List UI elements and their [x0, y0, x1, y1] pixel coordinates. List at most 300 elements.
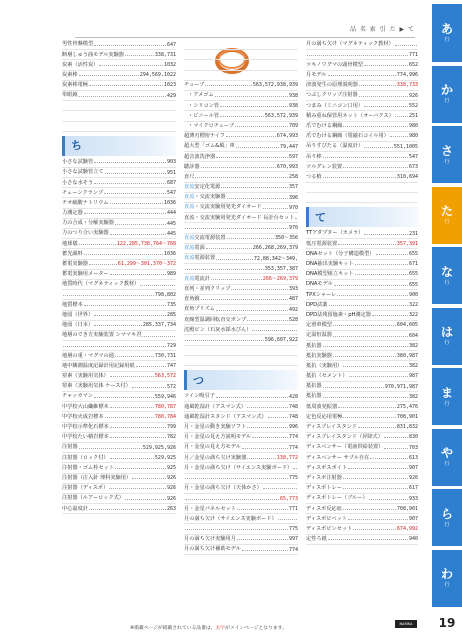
- entry-page: 774,996: [396, 72, 418, 79]
- entry-name: 超薄刃標密ナイフ: [184, 133, 225, 140]
- entry-page: 940: [408, 536, 418, 543]
- entry-name: 直尺: [184, 173, 195, 180]
- index-entry: [306, 514, 418, 524]
- entry-name: 窒素（実験用気体 ケース付）: [62, 383, 131, 390]
- leader-dots: [323, 387, 384, 388]
- index-entry: [306, 162, 418, 172]
- entry-page: 655: [408, 251, 418, 258]
- entry-page: 285: [166, 312, 176, 319]
- entry-page: 900: [408, 291, 418, 298]
- leader-dots: [252, 437, 288, 438]
- tab-1[interactable]: [432, 4, 462, 62]
- entry-name: 抵抗実験器: [306, 352, 332, 359]
- leader-dots: [110, 437, 166, 438]
- entry-name: ディスポピペット: [306, 515, 347, 522]
- index-entry: [62, 280, 176, 290]
- index-entry: [62, 168, 176, 178]
- tab-kana: や: [440, 446, 453, 460]
- entry-name: 月・金星の満ち欠け（サイエンス実験ボード）: [184, 464, 293, 471]
- leader-dots: [384, 448, 408, 449]
- entry-name: 地層のでき方実験装置 シママキ君: [62, 332, 142, 339]
- index-entry: [184, 335, 298, 345]
- index-entry: [306, 474, 418, 484]
- tab-gyo: 行: [444, 582, 450, 588]
- entry-name: 定温恒温器: [306, 332, 332, 339]
- highlight-prefix: 直流: [184, 235, 195, 242]
- leader-dots: [334, 285, 408, 286]
- leader-dots: [115, 468, 166, 469]
- entry-name: 定滑車模型: [306, 322, 332, 329]
- leader-dots: [94, 325, 142, 326]
- entry-page: 445: [166, 230, 176, 237]
- entry-name: 抵抗器: [306, 383, 322, 390]
- publisher-logo: NARIKA: [395, 620, 417, 628]
- entry-name: 中学校示準化石標本: [62, 424, 109, 431]
- index-entry: [306, 60, 418, 70]
- leader-dots: [94, 45, 166, 46]
- leader-dots: [132, 387, 166, 388]
- tab-kana: ま: [440, 385, 453, 400]
- entry-page: 996: [288, 424, 298, 431]
- index-entry: [306, 392, 418, 402]
- index-entry: [306, 270, 418, 280]
- index-entry: [306, 239, 418, 249]
- entry-page: 938: [288, 92, 298, 99]
- entry-name: つぶしクリップ注射器: [306, 92, 358, 99]
- tab-4[interactable]: [432, 186, 462, 244]
- index-entry: [184, 203, 298, 213]
- entry-page: 774: [288, 434, 298, 441]
- entry-page: 980: [408, 133, 418, 140]
- footer-note-a: ※掲載ページが掲載されている品番は、: [130, 626, 216, 631]
- tab-6[interactable]: [432, 307, 462, 365]
- entry-page: 687: [166, 179, 176, 186]
- index-entry: [62, 290, 176, 300]
- index-entry: [184, 392, 298, 402]
- tab-gyo: 行: [444, 158, 450, 165]
- entry-name: 直角鏡: [184, 296, 200, 303]
- index-entry: [184, 474, 298, 484]
- entry-name: 月の満ち欠け実験用月: [184, 536, 236, 543]
- index-entry: [62, 50, 176, 60]
- entry-page: 444: [166, 210, 176, 217]
- leader-dots: [369, 499, 408, 500]
- index-entry: [62, 311, 176, 321]
- entry-name: 直流・交流実験用発光ダイオード 長計台セット: [184, 214, 295, 221]
- index-entry: [62, 178, 176, 188]
- index-entry: [62, 361, 176, 371]
- entry-page: 1032: [163, 62, 176, 69]
- entry-page: 445: [166, 220, 176, 227]
- entry-page: 572: [166, 383, 176, 390]
- entry-name: ディスプレイスタンド: [306, 424, 357, 431]
- leader-dots: [343, 126, 408, 127]
- entry-name: 小さな試験管: [62, 159, 94, 166]
- index-entry: [184, 504, 298, 514]
- index-entry: [306, 122, 418, 132]
- entry-name: 中学校大山繊維標本: [62, 403, 109, 410]
- leader-dots: [364, 106, 408, 107]
- index-entry: [184, 213, 298, 223]
- leader-dots: [89, 264, 117, 265]
- leader-dots: [79, 448, 142, 449]
- index-entry: [306, 504, 418, 514]
- entry-page: 65,773: [279, 495, 298, 502]
- leader-dots: [216, 397, 288, 398]
- leader-dots: [329, 305, 408, 306]
- index-entry: [306, 101, 418, 111]
- index-entry: [184, 234, 298, 244]
- index-entry: [62, 300, 176, 310]
- tab-2[interactable]: [432, 65, 462, 123]
- entry-name: 抵抗（実験用）: [306, 362, 343, 369]
- tab-10[interactable]: [432, 549, 462, 607]
- entry-page: 780,784: [154, 414, 176, 421]
- index-entry: [62, 239, 176, 249]
- entry-page: 1036: [163, 200, 176, 207]
- leader-dots: [211, 279, 262, 280]
- entry-name: ・シリコン管: [188, 102, 220, 109]
- index-entry: [184, 223, 298, 233]
- index-entry: [184, 463, 298, 473]
- leader-dots: [79, 75, 139, 76]
- entry-page: 1036: [163, 251, 176, 258]
- entry-name: DNAセット（分子構造模型）: [306, 250, 375, 257]
- entry-page: 263: [166, 505, 176, 512]
- leader-dots: [89, 85, 163, 86]
- entry-page: 926: [166, 495, 176, 502]
- entry-page: 774: [288, 546, 298, 553]
- highlight-prefix: 直流: [184, 194, 195, 201]
- index-entry: [184, 274, 298, 284]
- entry-name: 力測定器: [62, 210, 83, 217]
- entry-name: 超大型「ゴム&風」車: [184, 143, 235, 150]
- index-entry: [306, 40, 418, 50]
- entry-page: 1023: [163, 82, 176, 89]
- leader-dots: [247, 407, 288, 408]
- leader-dots: [295, 218, 298, 219]
- index-entry: [62, 270, 176, 280]
- entry-name: 月モデル: [306, 72, 327, 79]
- entry-page: 547: [166, 189, 176, 196]
- entry-name: ディスポ反応皿: [306, 505, 342, 512]
- entry-name: チューブ: [184, 82, 205, 89]
- leader-dots: [220, 106, 288, 107]
- entry-name: TTアダプター（カメラ）: [306, 230, 364, 237]
- index-entry: [184, 453, 298, 463]
- entry-page: 670,993: [276, 163, 298, 170]
- entry-name: ディスポ注射器: [306, 474, 342, 481]
- index-entry: [62, 40, 176, 50]
- entry-name: つまみ（ミニコン口用）: [306, 102, 364, 109]
- leader-dots: [125, 499, 166, 500]
- entry-page: 322: [408, 302, 418, 308]
- entry-page: 674,992: [396, 526, 418, 533]
- leader-dots: [343, 366, 408, 367]
- tab-gyo: 行: [444, 340, 450, 346]
- entry-name: DPD試薬: [306, 301, 328, 308]
- header-rule: [75, 37, 415, 38]
- index-entry: [62, 392, 176, 402]
- entry-name: ディスペンサー サプル自在: [306, 454, 370, 461]
- entry-page: 903: [166, 159, 176, 166]
- entry-name: 月の満ち欠け（マグネティック教材）: [306, 41, 394, 48]
- leader-dots: [293, 468, 297, 469]
- entry-page: 322: [408, 312, 418, 319]
- index-entry: [306, 484, 418, 494]
- index-entry: [184, 91, 298, 101]
- leader-dots: [105, 417, 154, 418]
- entry-page: 547: [408, 153, 418, 160]
- entry-page: 774: [288, 444, 298, 451]
- index-entry: [306, 433, 418, 443]
- entry-page: 938: [288, 102, 298, 109]
- entry-page: 529,925: [154, 454, 176, 461]
- leader-dots: [278, 519, 297, 520]
- tab-gyo: 行: [444, 461, 450, 467]
- index-entry: [306, 280, 418, 290]
- leader-dots: [364, 147, 393, 148]
- index-entry: [62, 91, 176, 101]
- entry-page: 492: [288, 306, 298, 313]
- entry-name: 月・金星の動き実験ソフト: [184, 424, 247, 431]
- tab-8[interactable]: [432, 428, 462, 486]
- entry-page: 338,733: [396, 82, 418, 89]
- entry-name: 小さな試験管立て: [62, 169, 104, 176]
- entry-page: 671: [408, 261, 418, 268]
- entry-name: ツイン吸引子: [184, 393, 215, 400]
- tab-7[interactable]: [432, 367, 462, 425]
- entry-name: ディスポトレー: [306, 485, 342, 492]
- entry-page: 393: [288, 286, 298, 293]
- index-entry: [306, 300, 418, 310]
- leader-dots: [140, 285, 175, 286]
- entry-page: 730,731: [154, 352, 176, 359]
- index-entry: [184, 433, 298, 443]
- entry-name: チオ硫酸ナトリウム: [62, 199, 109, 206]
- entry-page: 428: [288, 393, 298, 400]
- page-number: 19: [438, 616, 456, 630]
- entry-name: 男性骨盤模型: [62, 41, 94, 48]
- leader-dots: [201, 167, 276, 168]
- index-entry: [62, 331, 176, 341]
- leader-dots: [323, 346, 408, 347]
- leader-dots: [110, 427, 166, 428]
- leader-dots: [323, 397, 408, 398]
- entry-page: 748: [288, 414, 298, 421]
- tab-gyo: 行: [444, 521, 450, 528]
- index-entry: [306, 111, 418, 121]
- leader-dots: [390, 136, 408, 137]
- tab-5[interactable]: [432, 246, 462, 304]
- entry-page: 782: [166, 434, 176, 441]
- entry-page: 674,993: [276, 133, 298, 140]
- leader-dots: [185, 228, 288, 229]
- index-entry: [184, 535, 298, 545]
- entry-name: 低圧電源装置: [306, 240, 338, 247]
- index-entry: [306, 321, 418, 331]
- leader-dots: [105, 173, 166, 174]
- index-entry: [306, 361, 418, 371]
- index-entry: [306, 142, 418, 152]
- tab-kana: な: [440, 264, 453, 279]
- entry-name: チャッカマン: [62, 393, 93, 400]
- entry-name: 抵抗（セメント）: [306, 373, 348, 380]
- leader-dots: [359, 85, 396, 86]
- leader-dots: [252, 330, 297, 331]
- entry-name: 直列・並列クリップ: [184, 285, 231, 292]
- index-entry: [184, 172, 298, 182]
- entry-page: 747: [166, 363, 176, 370]
- leader-dots: [63, 346, 166, 347]
- index-spacer: [184, 356, 298, 366]
- index-entry: [184, 101, 298, 111]
- leader-dots: [206, 248, 252, 249]
- entry-page: 266〜269,379: [262, 276, 298, 282]
- entry-page: 771: [288, 505, 298, 512]
- leader-dots: [395, 45, 417, 46]
- index-entry: [306, 535, 418, 545]
- leader-dots: [110, 407, 154, 408]
- index-column-2: [184, 40, 298, 555]
- entry-name: 蓄電実験用メーター: [62, 271, 109, 278]
- leader-dots: [205, 85, 252, 86]
- kana-tab-bar: [432, 0, 462, 644]
- tab-kana: ら: [440, 506, 453, 521]
- index-entry: [306, 351, 418, 361]
- entry-page: 604,605: [396, 322, 418, 329]
- leader-dots: [94, 315, 166, 316]
- index-entry: [306, 249, 418, 259]
- tab-9[interactable]: [432, 488, 462, 546]
- entry-page: 563,572: [154, 373, 176, 380]
- entry-page: 266,268,269,379: [252, 245, 298, 252]
- index-entry: [62, 412, 176, 422]
- entry-name: 直流交流電源装置: [184, 235, 226, 242]
- leader-dots: [355, 264, 408, 265]
- entry-name: 爪でむける鋼線: [306, 122, 343, 129]
- entry-page: 925: [166, 465, 176, 471]
- entry-name: 通風乾湿計スタンド（アスマン式）: [184, 413, 267, 420]
- leader-dots: [94, 397, 154, 398]
- leader-dots: [333, 336, 408, 337]
- entry-page: 382: [408, 342, 418, 349]
- index-entry: [62, 463, 176, 473]
- index-entry: [184, 402, 298, 412]
- leader-dots: [201, 299, 288, 300]
- entry-name: 直流電源: [184, 245, 205, 252]
- tab-kana: わ: [440, 567, 453, 581]
- index-entry: [62, 188, 176, 198]
- entry-page: 775: [288, 475, 298, 482]
- entry-name: 小さな水そう: [62, 179, 94, 186]
- entry-page: 987: [408, 373, 418, 380]
- entry-name: 炭素棒: [62, 72, 78, 79]
- entry-page: 357,391: [396, 240, 418, 247]
- leader-dots: [110, 458, 154, 459]
- index-entry: [184, 183, 298, 193]
- leader-dots: [343, 167, 408, 168]
- leader-dots: [132, 478, 166, 479]
- leader-dots: [221, 187, 288, 188]
- index-spacer: [306, 193, 418, 203]
- leader-dots: [110, 234, 166, 235]
- entry-page: 138,772: [276, 454, 298, 461]
- index-entry: [306, 423, 418, 433]
- entry-name: 地質時代（マグネティック教材）: [62, 281, 140, 288]
- index-entry: [62, 249, 176, 259]
- entry-page: 563,572,939: [264, 113, 298, 119]
- entry-name: 聴診器: [184, 163, 200, 170]
- index-entry: [306, 412, 418, 422]
- entry-name: 直流・交流実験用発光ダイオード: [184, 204, 262, 211]
- leader-dots: [364, 234, 408, 235]
- leader-dots: [115, 356, 154, 357]
- entry-page: 396: [288, 194, 298, 201]
- entry-name: 月の満ち欠け（サイエンス実験ボード）: [184, 515, 277, 522]
- index-entry: [184, 152, 298, 162]
- index-entry: [62, 382, 176, 392]
- leader-dots: [343, 509, 396, 510]
- index-entry: [184, 494, 298, 504]
- index-entry: [306, 172, 418, 182]
- section-heading: ち: [62, 136, 176, 156]
- leader-dots: [355, 274, 408, 275]
- entry-name: 月・金星の見え方モデル: [184, 444, 241, 451]
- index-entry: [62, 433, 176, 443]
- entry-name: ディスペンサー（電液供給装置）: [306, 444, 384, 451]
- index-entry: [184, 193, 298, 203]
- index-entry: [62, 71, 176, 81]
- entry-name: チェーンクランプ: [62, 189, 104, 196]
- entry-page: 655: [408, 281, 418, 288]
- entry-name: 注射器・ゴム栓セット: [62, 464, 114, 471]
- index-entry: [184, 412, 298, 422]
- entry-name: 単眼鏡: [62, 92, 78, 99]
- leader-dots: [337, 295, 408, 296]
- tab-3[interactable]: [432, 125, 462, 183]
- leader-dots: [110, 203, 163, 204]
- highlight-prefix: 直流: [184, 204, 195, 211]
- index-entry: [306, 453, 418, 463]
- entry-page: 294,569,1022: [139, 72, 176, 79]
- running-header: 品 名 索 引 た ▶ て: [349, 26, 415, 33]
- entry-page: 487: [288, 296, 298, 303]
- leader-dots: [84, 254, 163, 255]
- leader-dots: [333, 356, 396, 357]
- index-entry: [306, 81, 418, 91]
- entry-page: 338,731: [154, 51, 176, 58]
- highlight-prefix: 直流: [184, 255, 195, 262]
- entry-page: 122,285,738,764〜768: [116, 240, 176, 247]
- index-entry: [306, 71, 418, 81]
- entry-name: 蓄電実験器: [62, 261, 88, 268]
- entry-page: 708,901: [396, 414, 418, 421]
- leader-dots: [226, 136, 276, 137]
- entry-page: 617: [408, 485, 418, 492]
- leader-dots: [195, 177, 288, 178]
- entry-page: 970: [288, 204, 298, 211]
- index-entry: [306, 341, 418, 351]
- entry-name: 抵抗器: [306, 342, 322, 349]
- entry-name: 注射器（ディスポ）: [62, 485, 109, 492]
- entry-name: 直角プリズム: [184, 306, 215, 313]
- entry-name: 直線型温調回転直交ポンプ: [184, 316, 247, 323]
- entry-name: 注射器（ルアーロック式）: [62, 495, 124, 502]
- leader-dots: [235, 126, 288, 127]
- leader-dots: [370, 458, 408, 459]
- leader-dots: [358, 427, 396, 428]
